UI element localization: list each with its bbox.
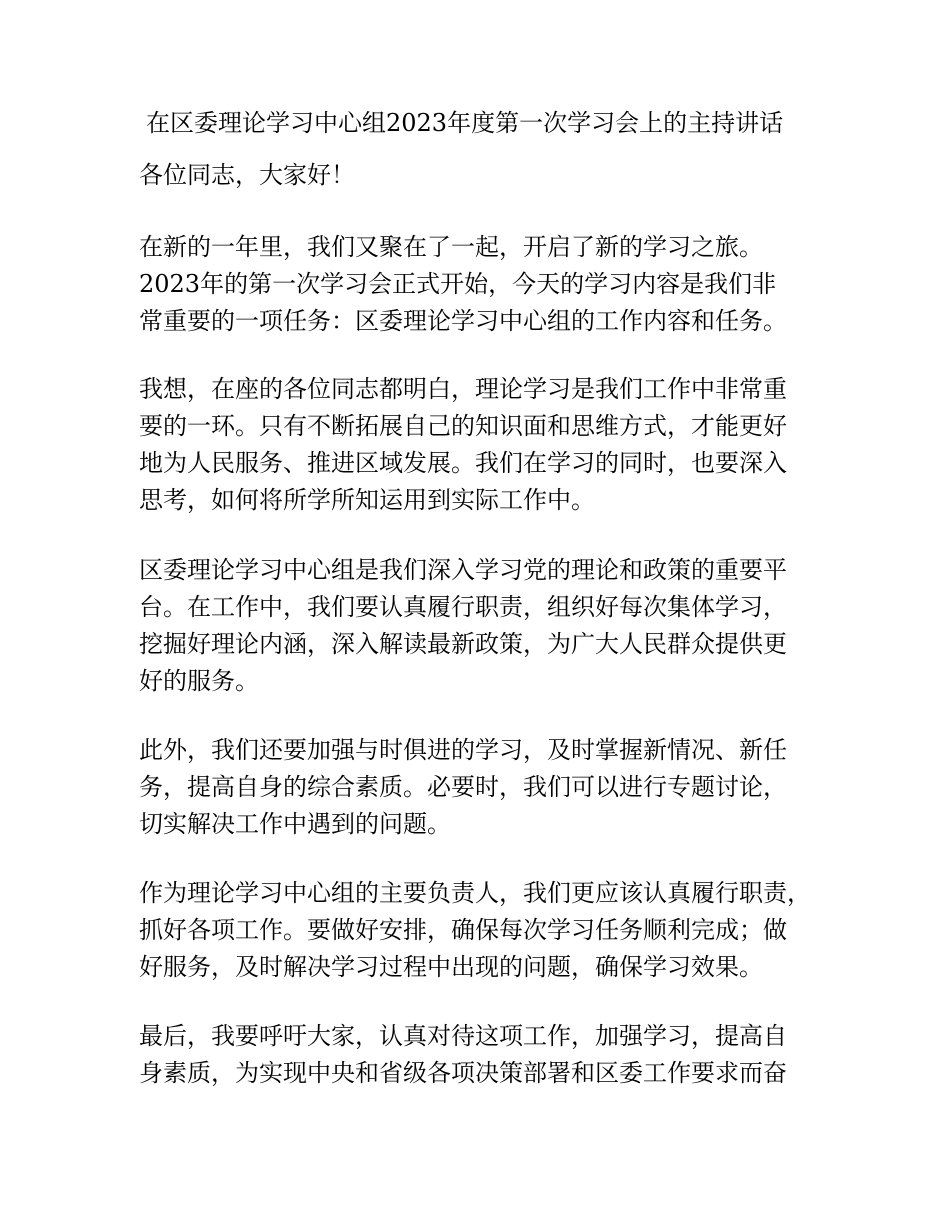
paragraph-line: 最后，我要呼吁大家，认真对待这项工作，加强学习，提高自 <box>139 1022 787 1050</box>
paragraph-line: 区委理论学习中心组是我们深入学习党的理论和政策的重要平 <box>139 556 787 584</box>
paragraph-line: 思考，如何将所学所知运用到实际工作中。 <box>139 486 595 514</box>
paragraph-4 <box>139 732 819 843</box>
paragraph-line: 抓好各项工作。要做好安排，确保每次学习任务顺利完成；做 <box>139 916 787 944</box>
document-title: 在区委理论学习中心组2023年度第一次学习会上的主持讲话 <box>146 109 784 137</box>
paragraph-line: 要的一环。只有不断拓展自己的知识面和思维方式，才能更好 <box>139 412 787 440</box>
paragraph-line: 作为理论学习中心组的主要负责人，我们更应该认真履行职责， <box>139 879 811 907</box>
paragraph-3 <box>139 552 819 700</box>
paragraph-line: 此外，我们还要加强与时俱进的学习，及时掌握新情况、新任 <box>139 736 787 764</box>
paragraph-line: 地为人民服务、推进区域发展。我们在学习的同时，也要深入 <box>139 449 787 477</box>
paragraph-line: 挖掘好理论内涵，深入解读最新政策，为广大人民群众提供更 <box>139 630 787 658</box>
paragraph-line: 我想，在座的各位同志都明白，理论学习是我们工作中非常重 <box>139 375 787 403</box>
paragraph-2 <box>139 371 819 519</box>
paragraph-line: 身素质，为实现中央和省级各项决策部署和区委工作要求而奋 <box>139 1059 787 1087</box>
paragraph-line: 务，提高自身的综合素质。必要时，我们可以进行专题讨论， <box>139 773 787 801</box>
paragraph-line: 台。在工作中，我们要认真履行职责，组织好每次集体学习， <box>139 593 787 621</box>
paragraph-line: 切实解决工作中遇到的问题。 <box>139 810 451 838</box>
paragraph-line: 常重要的一项任务：区委理论学习中心组的工作内容和任务。 <box>139 307 787 335</box>
paragraph-1 <box>139 229 819 340</box>
paragraph-line: 好的服务。 <box>139 667 259 695</box>
paragraph-line: 好服务，及时解决学习过程中出现的问题，确保学习效果。 <box>139 953 763 981</box>
paragraph-line: 2023年的第一次学习会正式开始，今天的学习内容是我们非 <box>139 270 777 298</box>
paragraph-line: 在新的一年里，我们又聚在了一起，开启了新的学习之旅。 <box>139 233 763 261</box>
greeting-text: 各位同志，大家好！ <box>139 161 355 189</box>
paragraph-6 <box>139 1018 819 1092</box>
paragraph-5 <box>139 875 819 986</box>
